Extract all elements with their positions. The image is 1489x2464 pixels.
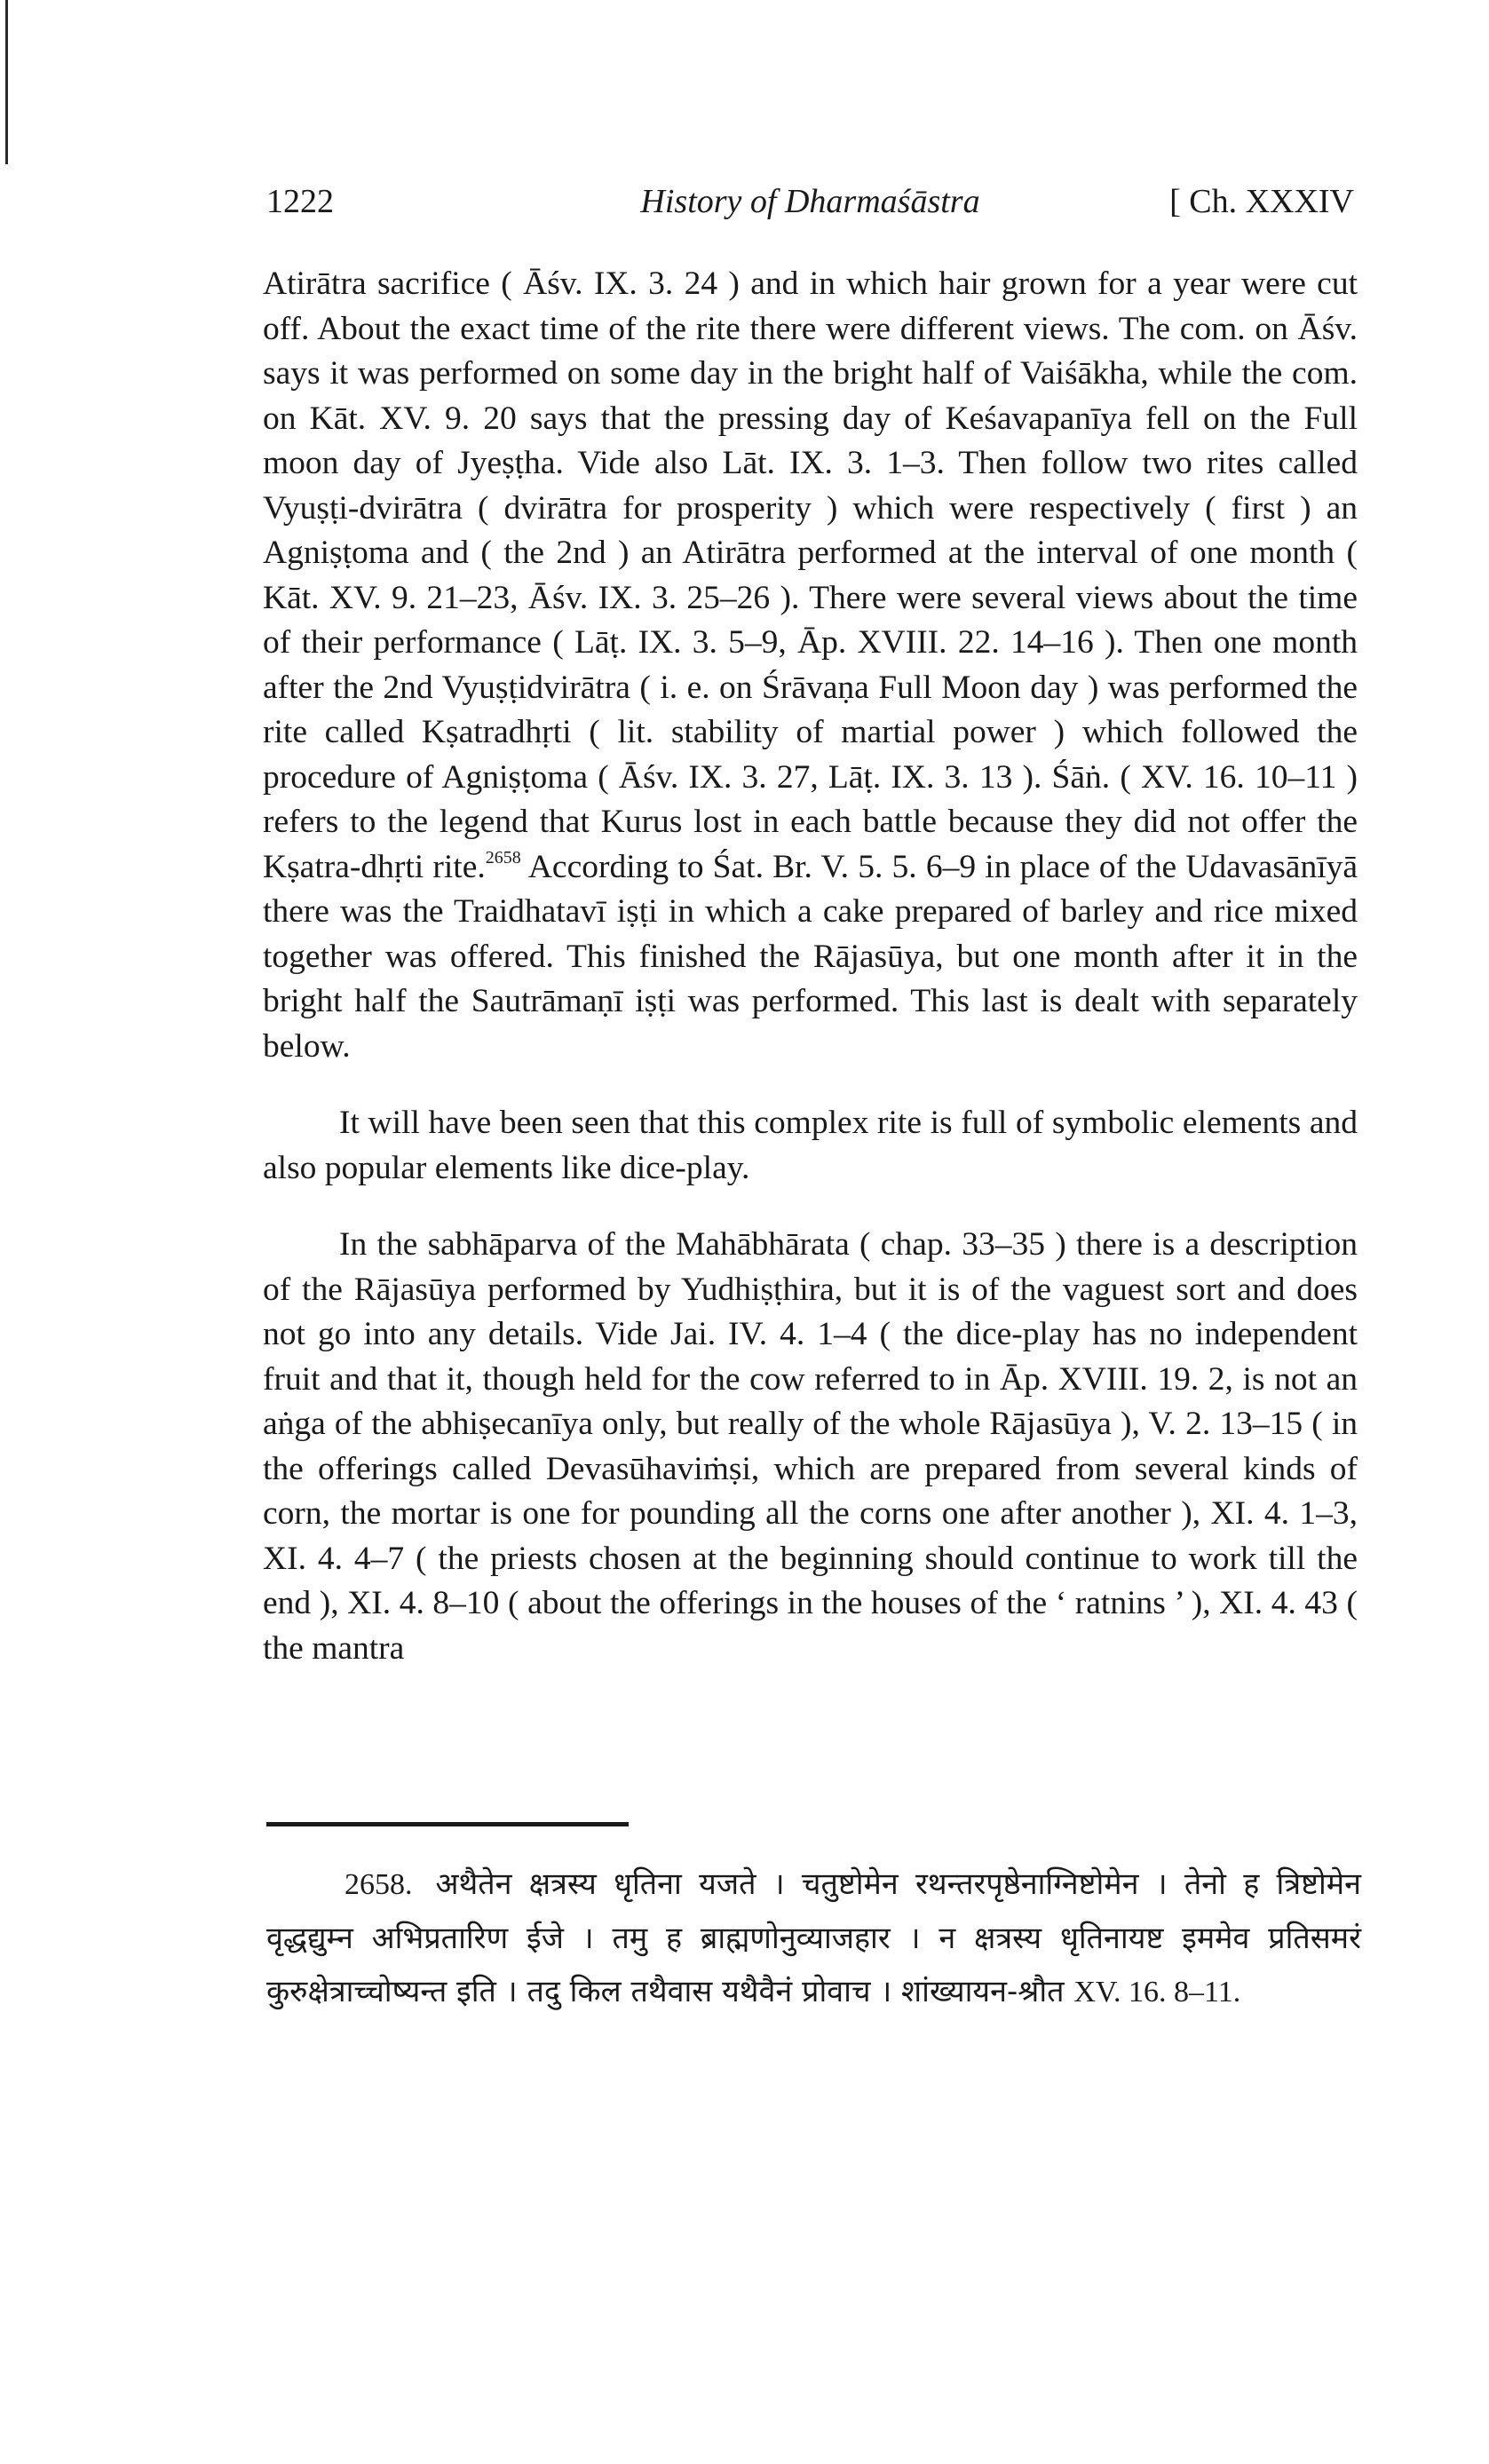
page-number: 1222: [266, 183, 334, 220]
paragraph-1-continued: According to Śat. Br. V. 5. 5. 6–9 in place of the Udavasānīyā there was the Traidhatavī iṣṭi in which a cake prepared of barley and rice mixed together was offered. This finished the Rājasūya, but one month after it in the bright half the Sautrāmaṇī iṣṭi was performed. This last is dealt with separately below.: [263, 848, 1358, 1065]
footnote-2658: [266, 1858, 1361, 2019]
paragraph-1: [263, 262, 1358, 1069]
running-title: History of Dharmaśāstra: [640, 183, 980, 220]
running-header: [266, 182, 1354, 226]
chapter-label: [ Ch. XXXIV: [1169, 183, 1354, 220]
main-text: [263, 262, 1358, 1671]
footnote-marker: 2658: [485, 847, 521, 868]
scan-edge-line: [5, 0, 8, 164]
footnote-number: 2658.: [345, 1868, 413, 1901]
paragraph-2: It will have been seen that this complex rite is full of symbolic elements and also popular elements like dice-play.: [263, 1105, 1358, 1186]
paragraph-3: In the sabhāparva of the Mahābhārata ( chap. 33–35 ) there is a description of the Rājasūya performed by Yudhiṣṭhira, but it is of the vaguest sort and does not go into any details. Vide Jai. IV. 4. 1–4 ( the dice-play has no independent fruit and that it, though held for the cow referred to in Āp. XVIII. 19. 2, is not an aṅga of the abhiṣecanīya only, but really of the whole Rājasūya ), V. 2. 13–15 ( in the offerings called Devasūhaviṁṣi, which are prepared from several kinds of corn, the mortar is one for pounding all the corns one after another ), XI. 4. 1–3, XI. 4. 4–7 ( the priests chosen at the beginning should continue to work till the end ), XI. 4. 8–10 ( about the offerings in the houses of the ‘ ratnins ’ ), XI. 4. 43 ( the mantra: [263, 1226, 1358, 1667]
footnote-rule: [266, 1822, 629, 1826]
footnote-reference: XV. 16. 8–11.: [1073, 1976, 1241, 2008]
paragraph-1-text: Atirātra sacrifice ( Āśv. IX. 3. 24 ) and in which hair grown for a year were cut off. About the exact time of the rite there were different views. The com. on Āśv. says it was performed on some day in the bright half of Vaiśākha, while the com. on Kāt. XV. 9. 20 says that the pressing day of Keśavapanīya fell on the Full moon day of Jyeṣṭha. Vide also Lāt. IX. 3. 1–3. Then follow two rites called Vyuṣṭi-dvirātra ( dvirātra for prosperity ) which were respectively ( first ) an Agniṣṭoma and ( the 2nd ) an Atirātra performed at the interval of one month ( Kāt. XV. 9. 21–23, Āśv. IX. 3. 25–26 ). There were several views about the time of their performance ( Lāṭ. IX. 3. 5–9, Āp. XVIII. 22. 14–16 ). Then one month after the 2nd Vyuṣṭidvirātra ( i. e. on Śrāvaṇa Full Moon day ) was performed the rite called Kṣatradhṛti ( lit. stability of martial power ) which followed the procedure of Agniṣṭoma ( Āśv. IX. 3. 27, Lāṭ. IX. 3. 13 ). Śāṅ. ( XV. 16. 10–11 ) refers to the legend that Kurus lost in each battle because they did not offer the Kṣatra-dhṛti rite.: [263, 265, 1358, 885]
footnote-sanskrit-text: अथैतेन क्षत्रस्य धृतिना यजते । चतुष्टोमेन रथन्तरपृष्ठेनाग्निष्टोमेन । तेनो ह त्रिष्टोमेन वृद्धद्युम्न अभिप्रतारिण ईजे । तमु ह ब्राह्मणोनुव्याजहार । न क्षत्रस्य धृतिनायष्ट इममेव प्रतिसमरं कुरुक्षेत्राच्चोष्यन्त इति । तदु किल तथैवास यथैवैनं प्रोवाच । शांख्यायन-श्रौत: [266, 1866, 1361, 2009]
